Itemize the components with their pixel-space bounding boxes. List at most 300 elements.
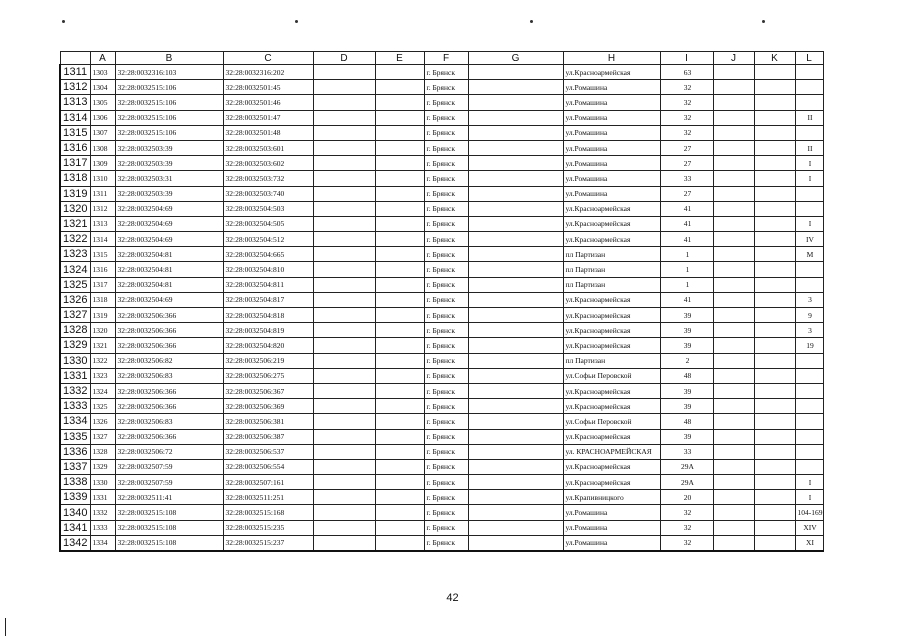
cell-a[interactable]: 1328 (90, 444, 115, 459)
cell-g[interactable] (468, 65, 563, 80)
cell-c[interactable]: 32:28:0032501:46 (223, 95, 313, 110)
cell-l[interactable] (795, 201, 823, 216)
cell-d[interactable] (313, 216, 375, 231)
cell-a[interactable]: 1311 (90, 186, 115, 201)
cell-e[interactable] (375, 308, 424, 323)
cell-k[interactable] (754, 399, 795, 414)
cell-j[interactable] (713, 65, 754, 80)
cell-e[interactable] (375, 186, 424, 201)
cell-k[interactable] (754, 262, 795, 277)
cell-j[interactable] (713, 383, 754, 398)
cell-l[interactable] (795, 399, 823, 414)
cell-h[interactable]: ул.Красноармейская (563, 383, 660, 398)
cell-k[interactable] (754, 277, 795, 292)
cell-h[interactable]: ул.Красноармейская (563, 459, 660, 474)
cell-a[interactable]: 1317 (90, 277, 115, 292)
cell-f[interactable]: г. Брянск (424, 292, 468, 307)
cell-i[interactable]: 27 (660, 140, 713, 155)
cell-d[interactable] (313, 186, 375, 201)
cell-b[interactable]: 32:28:0032515:108 (115, 520, 223, 535)
cell-l[interactable]: II (795, 140, 823, 155)
cell-f[interactable]: г. Брянск (424, 186, 468, 201)
cell-l[interactable]: I (795, 216, 823, 231)
cell-h[interactable]: ул.Красноармейская (563, 308, 660, 323)
cell-h[interactable]: ул.Красноармейская (563, 323, 660, 338)
cell-e[interactable] (375, 520, 424, 535)
cell-h[interactable]: ул.Ромашина (563, 125, 660, 140)
cell-f[interactable]: г. Брянск (424, 125, 468, 140)
cell-d[interactable] (313, 323, 375, 338)
column-header[interactable]: B (115, 52, 223, 65)
cell-g[interactable] (468, 277, 563, 292)
cell-a[interactable]: 1330 (90, 475, 115, 490)
cell-i[interactable]: 2 (660, 353, 713, 368)
cell-h[interactable]: ул.Ромашина (563, 186, 660, 201)
cell-d[interactable] (313, 80, 375, 95)
column-header[interactable]: J (713, 52, 754, 65)
cell-k[interactable] (754, 368, 795, 383)
cell-l[interactable] (795, 459, 823, 474)
cell-l[interactable] (795, 125, 823, 140)
cell-d[interactable] (313, 475, 375, 490)
cell-c[interactable]: 32:28:0032506:219 (223, 353, 313, 368)
cell-h[interactable]: ул.Ромашина (563, 520, 660, 535)
cell-g[interactable] (468, 490, 563, 505)
cell-a[interactable]: 1333 (90, 520, 115, 535)
cell-a[interactable]: 1322 (90, 353, 115, 368)
rownum[interactable]: 1328 (60, 323, 90, 338)
cell-f[interactable]: г. Брянск (424, 277, 468, 292)
cell-f[interactable]: г. Брянск (424, 475, 468, 490)
rownum[interactable]: 1313 (60, 95, 90, 110)
cell-d[interactable] (313, 95, 375, 110)
cell-j[interactable] (713, 80, 754, 95)
cell-k[interactable] (754, 308, 795, 323)
cell-k[interactable] (754, 414, 795, 429)
cell-f[interactable]: г. Брянск (424, 247, 468, 262)
rownum[interactable]: 1339 (60, 490, 90, 505)
cell-k[interactable] (754, 232, 795, 247)
cell-b[interactable]: 32:28:0032503:39 (115, 156, 223, 171)
cell-d[interactable] (313, 459, 375, 474)
cell-b[interactable]: 32:28:0032507:59 (115, 475, 223, 490)
cell-f[interactable]: г. Брянск (424, 232, 468, 247)
cell-d[interactable] (313, 490, 375, 505)
cell-k[interactable] (754, 247, 795, 262)
cell-i[interactable]: 39 (660, 308, 713, 323)
cell-h[interactable]: ул.Ромашина (563, 95, 660, 110)
cell-k[interactable] (754, 65, 795, 80)
cell-i[interactable]: 39 (660, 429, 713, 444)
cell-d[interactable] (313, 262, 375, 277)
cell-g[interactable] (468, 368, 563, 383)
cell-f[interactable]: г. Брянск (424, 80, 468, 95)
cell-d[interactable] (313, 65, 375, 80)
cell-l[interactable]: 3 (795, 292, 823, 307)
cell-i[interactable]: 33 (660, 444, 713, 459)
cell-d[interactable] (313, 110, 375, 125)
cell-k[interactable] (754, 323, 795, 338)
cell-e[interactable] (375, 414, 424, 429)
cell-e[interactable] (375, 201, 424, 216)
cell-j[interactable] (713, 429, 754, 444)
cell-j[interactable] (713, 292, 754, 307)
cell-j[interactable] (713, 505, 754, 520)
cell-a[interactable]: 1327 (90, 429, 115, 444)
cell-l[interactable] (795, 368, 823, 383)
cell-a[interactable]: 1326 (90, 414, 115, 429)
cell-c[interactable]: 32:28:0032515:168 (223, 505, 313, 520)
cell-g[interactable] (468, 353, 563, 368)
cell-j[interactable] (713, 444, 754, 459)
rownum[interactable]: 1341 (60, 520, 90, 535)
cell-e[interactable] (375, 125, 424, 140)
cell-j[interactable] (713, 414, 754, 429)
cell-d[interactable] (313, 444, 375, 459)
cell-i[interactable]: 29А (660, 475, 713, 490)
cell-j[interactable] (713, 353, 754, 368)
cell-f[interactable]: г. Брянск (424, 171, 468, 186)
rownum[interactable]: 1324 (60, 262, 90, 277)
rownum[interactable]: 1336 (60, 444, 90, 459)
cell-g[interactable] (468, 505, 563, 520)
cell-g[interactable] (468, 323, 563, 338)
rownum[interactable]: 1334 (60, 414, 90, 429)
cell-j[interactable] (713, 399, 754, 414)
rownum[interactable]: 1318 (60, 171, 90, 186)
column-header[interactable]: I (660, 52, 713, 65)
rownum[interactable]: 1311 (60, 65, 90, 80)
cell-b[interactable]: 32:28:0032503:39 (115, 186, 223, 201)
cell-j[interactable] (713, 323, 754, 338)
cell-f[interactable]: г. Брянск (424, 490, 468, 505)
cell-k[interactable] (754, 80, 795, 95)
cell-b[interactable]: 32:28:0032506:82 (115, 353, 223, 368)
cell-i[interactable]: 32 (660, 95, 713, 110)
rownum[interactable]: 1342 (60, 535, 90, 551)
cell-c[interactable]: 32:28:0032501:45 (223, 80, 313, 95)
cell-j[interactable] (713, 520, 754, 535)
cell-g[interactable] (468, 414, 563, 429)
cell-i[interactable]: 32 (660, 535, 713, 551)
cell-a[interactable]: 1334 (90, 535, 115, 551)
cell-d[interactable] (313, 125, 375, 140)
cell-a[interactable]: 1309 (90, 156, 115, 171)
column-header[interactable]: E (375, 52, 424, 65)
cell-e[interactable] (375, 247, 424, 262)
cell-k[interactable] (754, 444, 795, 459)
cell-i[interactable]: 41 (660, 201, 713, 216)
cell-k[interactable] (754, 110, 795, 125)
cell-j[interactable] (713, 125, 754, 140)
cell-e[interactable] (375, 535, 424, 551)
cell-f[interactable]: г. Брянск (424, 262, 468, 277)
cell-i[interactable]: 1 (660, 262, 713, 277)
cell-e[interactable] (375, 80, 424, 95)
cell-f[interactable]: г. Брянск (424, 156, 468, 171)
cell-h[interactable]: ул.Софьи Перовской (563, 414, 660, 429)
cell-l[interactable]: IV (795, 232, 823, 247)
cell-b[interactable]: 32:28:0032506:366 (115, 323, 223, 338)
cell-c[interactable]: 32:28:0032507:161 (223, 475, 313, 490)
cell-l[interactable]: 3 (795, 323, 823, 338)
cell-g[interactable] (468, 292, 563, 307)
rownum[interactable]: 1316 (60, 140, 90, 155)
cell-b[interactable]: 32:28:0032504:69 (115, 216, 223, 231)
cell-b[interactable]: 32:28:0032504:81 (115, 262, 223, 277)
cell-l[interactable]: 104-169 (795, 505, 823, 520)
cell-c[interactable]: 32:28:0032503:602 (223, 156, 313, 171)
cell-e[interactable] (375, 95, 424, 110)
cell-g[interactable] (468, 262, 563, 277)
cell-e[interactable] (375, 216, 424, 231)
cell-k[interactable] (754, 186, 795, 201)
column-header[interactable]: F (424, 52, 468, 65)
cell-k[interactable] (754, 95, 795, 110)
cell-j[interactable] (713, 201, 754, 216)
cell-e[interactable] (375, 292, 424, 307)
cell-b[interactable]: 32:28:0032504:81 (115, 277, 223, 292)
cell-l[interactable] (795, 65, 823, 80)
cell-g[interactable] (468, 216, 563, 231)
cell-b[interactable]: 32:28:0032503:39 (115, 140, 223, 155)
cell-k[interactable] (754, 520, 795, 535)
cell-i[interactable]: 39 (660, 383, 713, 398)
cell-l[interactable]: I (795, 490, 823, 505)
cell-l[interactable]: II (795, 110, 823, 125)
cell-i[interactable]: 33 (660, 171, 713, 186)
cell-h[interactable]: ул.Крапивницкого (563, 490, 660, 505)
cell-d[interactable] (313, 292, 375, 307)
cell-j[interactable] (713, 216, 754, 231)
cell-k[interactable] (754, 216, 795, 231)
cell-a[interactable]: 1310 (90, 171, 115, 186)
cell-a[interactable]: 1312 (90, 201, 115, 216)
cell-i[interactable]: 32 (660, 125, 713, 140)
cell-b[interactable]: 32:28:0032504:81 (115, 247, 223, 262)
cell-b[interactable]: 32:28:0032515:106 (115, 95, 223, 110)
cell-a[interactable]: 1321 (90, 338, 115, 353)
cell-h[interactable]: пл Партизан (563, 247, 660, 262)
cell-a[interactable]: 1306 (90, 110, 115, 125)
cell-d[interactable] (313, 399, 375, 414)
cell-g[interactable] (468, 125, 563, 140)
cell-f[interactable]: г. Брянск (424, 308, 468, 323)
rownum[interactable]: 1325 (60, 277, 90, 292)
cell-a[interactable]: 1324 (90, 383, 115, 398)
cell-l[interactable] (795, 262, 823, 277)
cell-g[interactable] (468, 156, 563, 171)
cell-k[interactable] (754, 201, 795, 216)
cell-c[interactable]: 32:28:0032506:369 (223, 399, 313, 414)
cell-a[interactable]: 1331 (90, 490, 115, 505)
rownum[interactable]: 1340 (60, 505, 90, 520)
cell-k[interactable] (754, 171, 795, 186)
cell-f[interactable]: г. Брянск (424, 505, 468, 520)
rownum[interactable]: 1335 (60, 429, 90, 444)
cell-e[interactable] (375, 399, 424, 414)
cell-c[interactable]: 32:28:0032504:665 (223, 247, 313, 262)
cell-b[interactable]: 32:28:0032506:366 (115, 338, 223, 353)
cell-g[interactable] (468, 475, 563, 490)
cell-f[interactable]: г. Брянск (424, 383, 468, 398)
cell-j[interactable] (713, 490, 754, 505)
cell-i[interactable]: 32 (660, 520, 713, 535)
cell-f[interactable]: г. Брянск (424, 368, 468, 383)
cell-j[interactable] (713, 171, 754, 186)
cell-c[interactable]: 32:28:0032506:367 (223, 383, 313, 398)
cell-g[interactable] (468, 399, 563, 414)
rownum[interactable]: 1332 (60, 383, 90, 398)
cell-d[interactable] (313, 429, 375, 444)
cell-c[interactable]: 32:28:0032506:387 (223, 429, 313, 444)
corner-cell[interactable] (60, 52, 90, 65)
cell-i[interactable]: 32 (660, 505, 713, 520)
cell-h[interactable]: ул.Ромашина (563, 156, 660, 171)
cell-g[interactable] (468, 201, 563, 216)
cell-h[interactable]: ул.Красноармейская (563, 292, 660, 307)
cell-a[interactable]: 1307 (90, 125, 115, 140)
cell-e[interactable] (375, 171, 424, 186)
cell-e[interactable] (375, 353, 424, 368)
cell-e[interactable] (375, 490, 424, 505)
cell-j[interactable] (713, 308, 754, 323)
cell-l[interactable]: I (795, 156, 823, 171)
cell-d[interactable] (313, 247, 375, 262)
cell-h[interactable]: ул.Красноармейская (563, 338, 660, 353)
cell-l[interactable] (795, 383, 823, 398)
cell-k[interactable] (754, 490, 795, 505)
cell-c[interactable]: 32:28:0032504:819 (223, 323, 313, 338)
cell-e[interactable] (375, 383, 424, 398)
cell-d[interactable] (313, 156, 375, 171)
cell-j[interactable] (713, 262, 754, 277)
cell-j[interactable] (713, 95, 754, 110)
cell-i[interactable]: 20 (660, 490, 713, 505)
cell-h[interactable]: ул.Красноармейская (563, 216, 660, 231)
cell-c[interactable]: 32:28:0032316:202 (223, 65, 313, 80)
cell-g[interactable] (468, 338, 563, 353)
cell-i[interactable]: 32 (660, 110, 713, 125)
rownum[interactable]: 1338 (60, 475, 90, 490)
cell-a[interactable]: 1332 (90, 505, 115, 520)
cell-g[interactable] (468, 247, 563, 262)
cell-a[interactable]: 1308 (90, 140, 115, 155)
cell-b[interactable]: 32:28:0032504:69 (115, 201, 223, 216)
cell-b[interactable]: 32:28:0032506:83 (115, 368, 223, 383)
cell-g[interactable] (468, 308, 563, 323)
cell-h[interactable]: пл Партизан (563, 262, 660, 277)
cell-l[interactable] (795, 95, 823, 110)
cell-a[interactable]: 1303 (90, 65, 115, 80)
cell-j[interactable] (713, 459, 754, 474)
cell-c[interactable]: 32:28:0032506:381 (223, 414, 313, 429)
cell-b[interactable]: 32:28:0032506:366 (115, 383, 223, 398)
cell-g[interactable] (468, 535, 563, 551)
cell-e[interactable] (375, 156, 424, 171)
cell-j[interactable] (713, 247, 754, 262)
cell-f[interactable]: г. Брянск (424, 95, 468, 110)
cell-f[interactable]: г. Брянск (424, 65, 468, 80)
cell-f[interactable]: г. Брянск (424, 399, 468, 414)
cell-g[interactable] (468, 95, 563, 110)
column-header[interactable]: H (563, 52, 660, 65)
rownum[interactable]: 1330 (60, 353, 90, 368)
cell-b[interactable]: 32:28:0032506:366 (115, 308, 223, 323)
cell-c[interactable]: 32:28:0032515:237 (223, 535, 313, 551)
cell-c[interactable]: 32:28:0032511:251 (223, 490, 313, 505)
cell-c[interactable]: 32:28:0032501:48 (223, 125, 313, 140)
cell-j[interactable] (713, 110, 754, 125)
cell-e[interactable] (375, 323, 424, 338)
cell-g[interactable] (468, 459, 563, 474)
cell-e[interactable] (375, 338, 424, 353)
cell-b[interactable]: 32:28:0032506:83 (115, 414, 223, 429)
cell-b[interactable]: 32:28:0032515:106 (115, 110, 223, 125)
cell-b[interactable]: 32:28:0032515:108 (115, 505, 223, 520)
cell-h[interactable]: ул.Ромашина (563, 535, 660, 551)
cell-e[interactable] (375, 262, 424, 277)
cell-i[interactable]: 27 (660, 156, 713, 171)
cell-i[interactable]: 32 (660, 80, 713, 95)
cell-f[interactable]: г. Брянск (424, 414, 468, 429)
cell-e[interactable] (375, 110, 424, 125)
cell-h[interactable]: пл Партизан (563, 353, 660, 368)
column-header[interactable]: G (468, 52, 563, 65)
cell-d[interactable] (313, 383, 375, 398)
cell-e[interactable] (375, 65, 424, 80)
cell-i[interactable]: 1 (660, 277, 713, 292)
cell-g[interactable] (468, 80, 563, 95)
column-header[interactable]: L (795, 52, 823, 65)
cell-a[interactable]: 1315 (90, 247, 115, 262)
cell-h[interactable]: ул.Красноармейская (563, 201, 660, 216)
cell-d[interactable] (313, 171, 375, 186)
rownum[interactable]: 1327 (60, 308, 90, 323)
cell-l[interactable]: I (795, 475, 823, 490)
cell-c[interactable]: 32:28:0032503:601 (223, 140, 313, 155)
cell-d[interactable] (313, 277, 375, 292)
cell-c[interactable]: 32:28:0032504:503 (223, 201, 313, 216)
cell-d[interactable] (313, 535, 375, 551)
cell-j[interactable] (713, 535, 754, 551)
cell-l[interactable]: 19 (795, 338, 823, 353)
cell-b[interactable]: 32:28:0032515:106 (115, 125, 223, 140)
cell-a[interactable]: 1319 (90, 308, 115, 323)
cell-a[interactable]: 1313 (90, 216, 115, 231)
cell-g[interactable] (468, 520, 563, 535)
cell-b[interactable]: 32:28:0032506:366 (115, 399, 223, 414)
cell-d[interactable] (313, 505, 375, 520)
cell-f[interactable]: г. Брянск (424, 140, 468, 155)
cell-l[interactable]: М (795, 247, 823, 262)
cell-l[interactable]: XIV (795, 520, 823, 535)
cell-k[interactable] (754, 353, 795, 368)
cell-f[interactable]: г. Брянск (424, 201, 468, 216)
cell-c[interactable]: 32:28:0032506:275 (223, 368, 313, 383)
cell-l[interactable] (795, 444, 823, 459)
cell-b[interactable]: 32:28:0032511:41 (115, 490, 223, 505)
cell-a[interactable]: 1314 (90, 232, 115, 247)
cell-e[interactable] (375, 459, 424, 474)
cell-a[interactable]: 1304 (90, 80, 115, 95)
cell-g[interactable] (468, 186, 563, 201)
cell-b[interactable]: 32:28:0032515:108 (115, 535, 223, 551)
cell-l[interactable] (795, 353, 823, 368)
cell-i[interactable]: 1 (660, 247, 713, 262)
cell-h[interactable]: ул. КРАСНОАРМЕЙСКАЯ (563, 444, 660, 459)
cell-k[interactable] (754, 383, 795, 398)
